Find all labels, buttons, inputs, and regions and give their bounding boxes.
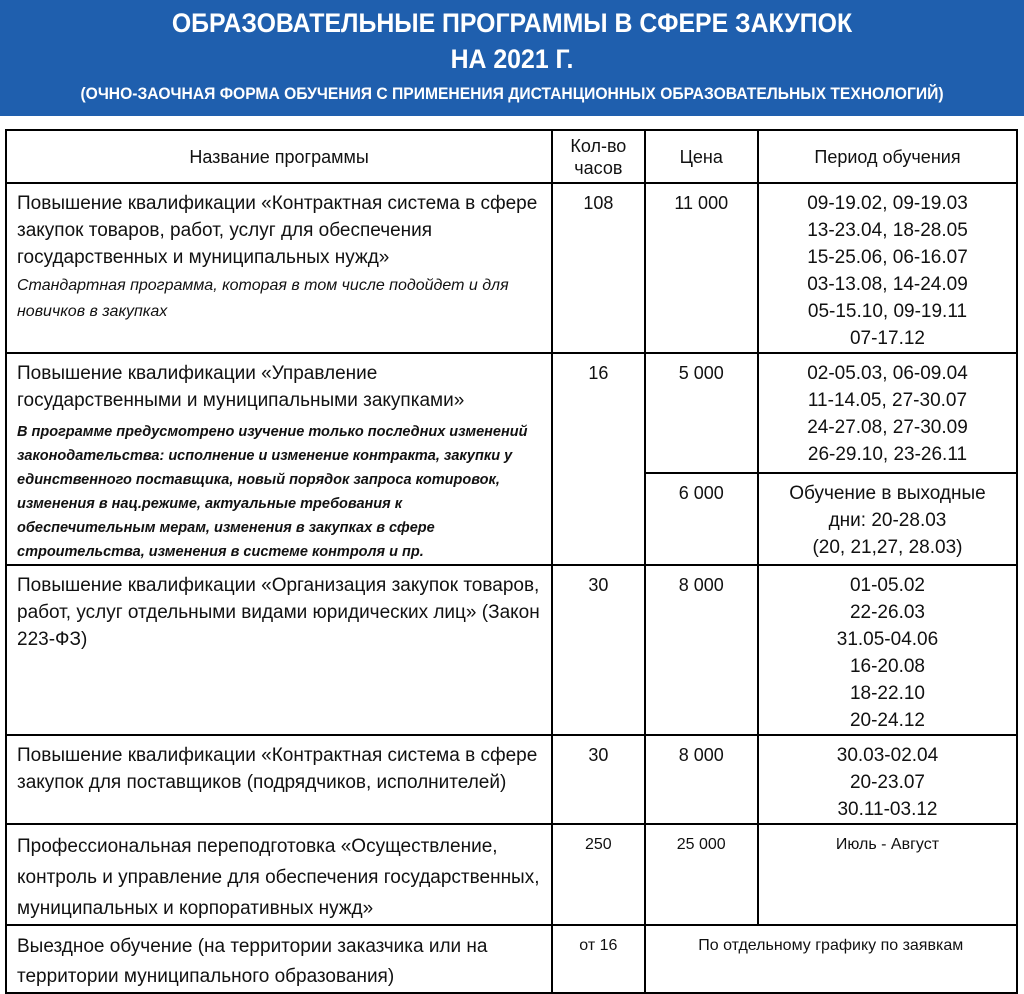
table-row: [6, 183, 1017, 353]
hours-cell: 30: [552, 565, 644, 735]
program-note: Стандартная программа, которая в том числе подойдет и для новичков в закупках: [17, 277, 509, 320]
price-cell: 25 000: [645, 824, 758, 925]
program-name: Повышение квалификации «Организация закупок товаров, работ, услуг отдельными видами юридических лиц» (Закон 223-ФЗ): [17, 575, 540, 650]
period-line: 05-15.10, 09-19.11: [807, 301, 968, 322]
header-hours: Кол-во часов: [552, 130, 644, 183]
header-period: Период обучения: [758, 130, 1017, 183]
period-cell: [758, 183, 1017, 353]
price-cell-weekend: 6 000: [645, 473, 758, 565]
program-name: Повышение квалификации «Управление государственными и муниципальными закупками»: [17, 363, 465, 411]
header-banner: [0, 0, 1024, 116]
table-row: [6, 925, 1017, 993]
period-line: 18-22.10: [849, 683, 925, 704]
program-name: Выездное обучение (на территории заказчика или на территории муниципального образования): [17, 936, 488, 987]
program-name-cell: [6, 565, 552, 735]
period-line: 07-17.12: [849, 328, 925, 349]
price-cell: 5 000: [645, 353, 758, 473]
program-name: Профессиональная переподготовка «Осуществление, контроль и управление для обеспечения государственных, муниципальных и корпоративных нужд»: [17, 836, 540, 919]
page-title: ОБРАЗОВАТЕЛЬНЫЕ ПРОГРАММЫ В СФЕРЕ ЗАКУПОК: [171, 8, 853, 38]
period-line: 31.05-04.06: [836, 629, 939, 650]
period-line: Июль - Август: [835, 836, 940, 853]
period-line: 24-27.08, 27-30.09: [807, 417, 968, 438]
table-row: [6, 824, 1017, 925]
table-header-row: [6, 130, 1017, 183]
program-name-cell: [6, 353, 552, 565]
program-name: Повышение квалификации «Контрактная система в сфере закупок для поставщиков (подрядчиков, исполнителей): [17, 745, 538, 793]
period-cell: [758, 565, 1017, 735]
period-cell: [758, 353, 1017, 473]
program-name-cell: [6, 183, 552, 353]
page-subtitle: (ОЧНО-ЗАОЧНАЯ ФОРМА ОБУЧЕНИЯ С ПРИМЕНЕНИЯ ДИСТАНЦИОННЫХ ОБРАЗОВАТЕЛЬНЫХ ТЕХНОЛОГИЙ): [80, 84, 944, 103]
table-row: [6, 353, 1017, 473]
period-line: 01-05.02: [849, 575, 925, 596]
hours-cell: от 16: [552, 925, 644, 993]
program-name-cell: [6, 735, 552, 824]
header-price: Цена: [645, 130, 758, 183]
table-row: [6, 735, 1017, 824]
hours-cell: 250: [552, 824, 644, 925]
programs-table: [5, 129, 1018, 994]
page-title-year: НА 2021 Г.: [450, 44, 574, 74]
period-line: (20, 21,27, 28.03): [812, 536, 963, 558]
period-line: 11-14.05, 27-30.07: [807, 390, 968, 411]
period-cell: [758, 824, 1017, 925]
period-line: 20-23.07: [849, 772, 925, 793]
period-line: 30.03-02.04: [836, 745, 939, 766]
program-name-cell: [6, 925, 552, 993]
period-line: Обучение в выходные: [789, 482, 986, 504]
period-line: 09-19.02, 09-19.03: [807, 193, 968, 214]
period-line: 22-26.03: [849, 602, 925, 623]
period-line: 20-24.12: [849, 710, 925, 731]
hours-cell: 16: [552, 353, 644, 565]
price-cell: 8 000: [645, 565, 758, 735]
period-line: 15-25.06, 06-16.07: [807, 247, 968, 268]
price-cell: 11 000: [645, 183, 758, 353]
hours-cell: 30: [552, 735, 644, 824]
price-cell: 8 000: [645, 735, 758, 824]
period-line: 13-23.04, 18-28.05: [807, 220, 968, 241]
period-line: дни: 20-28.03: [828, 509, 947, 531]
period-line: 16-20.08: [849, 656, 925, 677]
period-cell: [758, 735, 1017, 824]
period-line: 02-05.03, 06-09.04: [807, 363, 968, 384]
program-name-cell: [6, 824, 552, 925]
program-name: Повышение квалификации «Контрактная система в сфере закупок товаров, работ, услуг для обеспечения государственных и муниципальных нужд»: [17, 193, 538, 268]
period-cell-weekend: [758, 473, 1017, 565]
period-line: 30.11-03.12: [837, 799, 938, 820]
header-name: Название программы: [6, 130, 552, 183]
price-period-cell: По отдельному графику по заявкам: [645, 925, 1017, 993]
program-note: В программе предусмотрено изучение только последних изменений законодательства: исполнение и изменение контракта, закупки у единственного поставщика, новый порядок запроса котировок, изменения в нац.режиме, актуальные требования к обеспечительным мерам, изменения в закупках в сфере строительства, изменения в системе контроля и пр.: [17, 424, 528, 560]
hours-cell: 108: [552, 183, 644, 353]
table-row: [6, 565, 1017, 735]
period-line: 26-29.10, 23-26.11: [807, 444, 968, 465]
period-line: 03-13.08, 14-24.09: [807, 274, 968, 295]
